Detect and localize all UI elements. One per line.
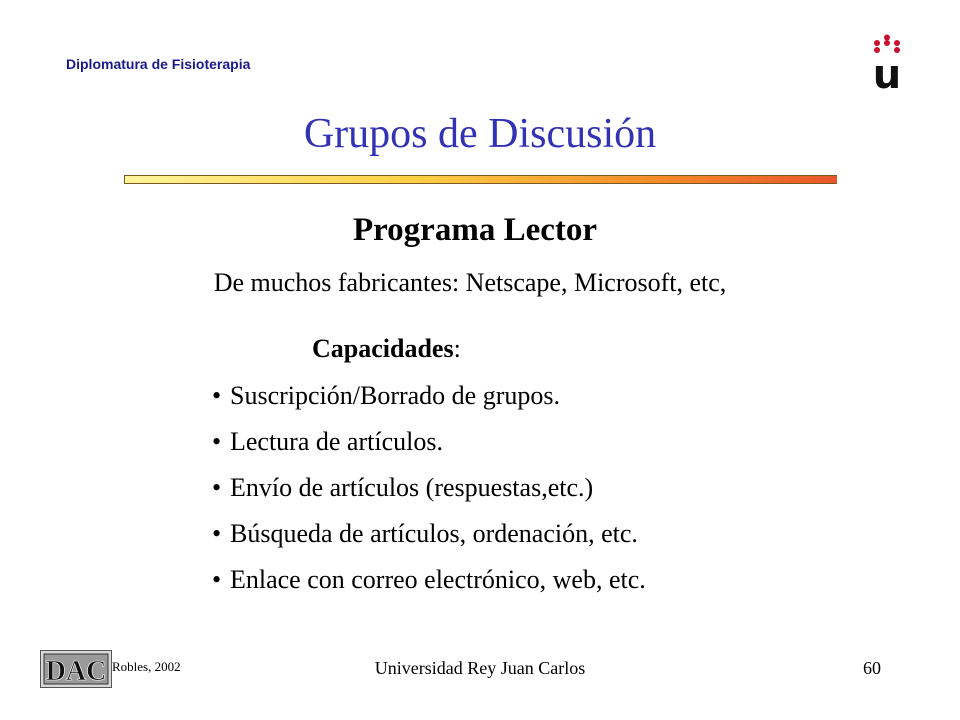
slide-title: Grupos de Discusión	[303, 111, 657, 157]
list-item	[212, 560, 646, 606]
list-item	[212, 376, 646, 422]
list-item-text: Suscripción/Borrado de grupos.	[230, 381, 561, 410]
bullet-icon: •	[212, 427, 222, 456]
list-item	[212, 514, 646, 560]
dac-logo-text: DAC	[45, 656, 107, 687]
bullet-icon: •	[212, 565, 222, 594]
list-item-text: Lectura de artículos.	[230, 427, 443, 456]
list-item-text: Búsqueda de artículos, ordenación, etc.	[230, 519, 638, 548]
page-number: 60	[863, 658, 881, 678]
list-item-text: Envío de artículos (respuestas,etc.)	[230, 473, 594, 502]
urjc-crown-u-icon	[870, 34, 904, 92]
list-item	[212, 468, 646, 514]
author-credit: Robles, 2002	[112, 659, 181, 674]
logo-letter: u	[872, 52, 902, 92]
bullet-icon: •	[212, 519, 222, 548]
university-footer: Universidad Rey Juan Carlos	[374, 658, 586, 678]
list-item-text: Enlace con correo electrónico, web, etc.	[230, 565, 646, 594]
title-divider	[124, 175, 837, 184]
program-header: Diplomatura de Fisioterapia	[66, 56, 251, 72]
capabilities-colon: :	[453, 334, 461, 363]
capabilities-list	[212, 376, 646, 606]
intro-text: De muchos fabricantes: Netscape, Microsoft, etc,	[213, 268, 727, 297]
bullet-icon: •	[212, 473, 222, 502]
list-item	[212, 422, 646, 468]
capabilities-heading	[312, 334, 461, 364]
bullet-icon: •	[212, 381, 222, 410]
slide-subtitle: Programa Lector	[352, 212, 598, 248]
capabilities-label: Capacidades	[312, 334, 454, 363]
